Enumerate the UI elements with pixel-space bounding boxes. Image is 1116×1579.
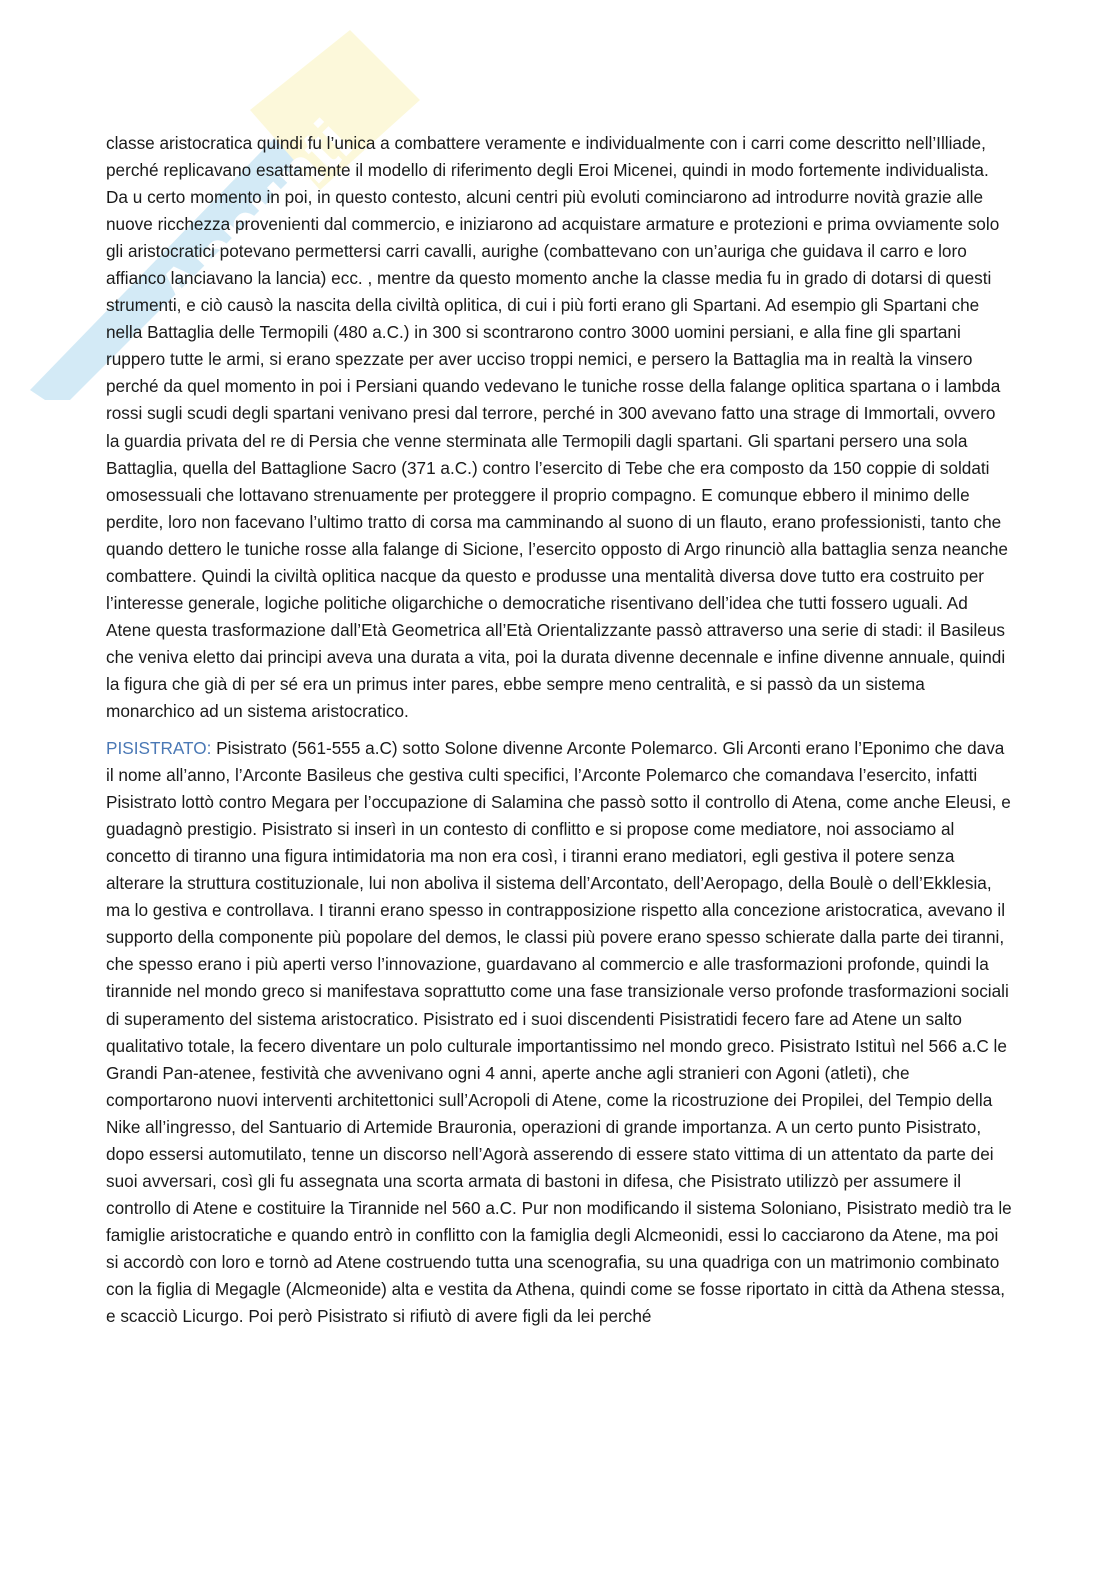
paragraph-1-text: classe aristocratica quindi fu l’unica a combattere veramente e individualmente con i carri come descritto nell’Illiade, perché replicavano esattamente il modello di riferimento degli Eroi Micenei, quindi in modo fortemente individualista. Da u certo momento in poi, in questo contesto, alcuni centri più evoluti cominciarono ad introdurre novità grazie alle nuove ricchezza provenienti dal commercio, e iniziarono ad acquistare armature e protezioni e prima ovviamente solo gli aristocratici potevano permettersi carri cavalli, aurighe (combattevano con un’auriga che guidava il carro e loro affianco lanciavano la lancia) ecc. , mentre da questo momento anche la classe media fu in grado di dotarsi di questi strumenti, e ciò causò la nascita della civiltà oplitica, di cui i più forti erano gli Spartani. Ad esempio gli Spartani che nella Battaglia delle Termopili (480 a.C.) in 300 si scontrarono contro 3000 uomini persiani, e alla fine gli spartani ruppero tutte le armi, si erano spezzate per aver ucciso troppi nemici, e persero la Battaglia ma in realtà la vinsero perché da quel momento in poi i Persiani quando vedevano le tuniche rosse della falange oplitica spartana o i lambda rossi sugli scudi degli spartani venivano presi dal terrore, perché in 300 avevano fatto una strage di Immortali, ovvero la guardia privata del re di Persia che venne sterminata alle Termopili dagli spartani. Gli spartani persero una sola Battaglia, quella del Battaglione Sacro (371 a.C.) contro l’esercito di Tebe che era composto da 150 coppie di soldati omosessuali che lottavano strenuamente per proteggere il proprio compagno. E comunque ebbero il minimo delle perdite, loro non facevano l’ultimo tratto di corsa ma camminando al suono di un flauto, erano professionisti, tanto che quando dettero le tuniche rosse alla falange di Sicione, l’esercito opposto di Argo rinunciò alla battaglia senza neanche combattere. Quindi la civiltà oplitica nacque da questo e produsse una mentalità diversa dove tutto era costruito per l’interesse generale, logiche politiche oligarchiche o democratiche risentivano dell’idea che tutti fossero uguali. Ad Atene questa trasformazione dall’Età Geometrica all’Età Orientalizzante passò attraverso una serie di stadi: il Basileus che veniva eletto dai principi aveva una durata a vita, poi la durata divenne decennale e infine divenne annuale, quindi la figura che già di per sé era un primus inter pares, ebbe sempre meno centralità, e si passò da un sistema monarchico ad un sistema aristocratico.: [106, 133, 1008, 721]
document-page: [106, 130, 1012, 1330]
paragraph-2-text: Pisistrato (561-555 a.C) sotto Solone divenne Arconte Polemarco. Gli Arconti erano l’Eponimo che dava il nome all’anno, l’Arconte Basileus che gestiva culti specifici, l’Arconte Polemarco che comandava l’esercito, infatti Pisistrato lottò contro Megara per l’occupazione di Salamina che passò sotto il controllo di Atena, come anche Eleusi, e guadagnò prestigio. Pisistrato si inserì in un contesto di conflitto e si propose come mediatore, noi associamo al concetto di tiranno una figura intimidatoria ma non era così, i tiranni erano mediatori, egli gestiva il potere senza alterare la struttura costituzionale, lui non aboliva il sistema dell’Arcontato, dell’Aeropago, della Boulè o dell’Ekklesia, ma lo gestiva e controllava. I tiranni erano spesso in contrapposizione rispetto alla concezione aristocratica, avevano il supporto della componente più popolare del demos, le classi più povere erano spesso schierate dalla parte dei tiranni, che spesso erano i più aperti verso l’innovazione, guardavano al commercio e alle trasformazioni profonde, quindi la tirannide nel mondo greco si manifestava soprattutto come una fase transizionale verso profonde trasformazioni sociali di superamento del sistema aristocratico. Pisistrato ed i suoi discendenti Pisistratidi fecero fare ad Atene un salto qualitativo totale, la fecero diventare un polo culturale importantissimo nel mondo greco. Pisistrato Istituì nel 566 a.C le Grandi Pan-atenee, festività che avvenivano ogni 4 anni, aperte anche agli stranieri con Agoni (atleti), che comportarono nuovi interventi architettonici sull’Acropoli di Atene, come la ricostruzione dei Propilei, del Tempio della Nike all’ingresso, del Santuario di Artemide Brauronia, operazioni di grande importanza. A un certo punto Pisistrato, dopo essersi automutilato, tenne un discorso nell’Agorà asserendo di essere stato vittima di un attentato da parte dei suoi avversari, così gli fu assegnata una scorta armata di bastoni in difesa, che Pisistrato utilizzò per assumere il controllo di Atene e costituire la Tirannide nel 560 a.C. Pur non modificando il sistema Soloniano, Pisistrato mediò tra le famiglie aristocratiche e quando entrò in conflitto con la famiglia degli Alcmeonidi, essi lo cacciarono da Atene, ma poi si accordò con loro e tornò ad Atene costruendo tutta una scenografia, su una quadriga con un matrimonio combinato con la figlia di Megagle (Alcmeonide) alta e vestita da Athena, quindi come se fosse riportato in città da Athena stessa, e scacciò Licurgo. Poi però Pisistrato si rifiutò di avere figli da lei perché: [106, 738, 1012, 1327]
paragraph-2: [106, 735, 1012, 1330]
paragraph-1: [106, 130, 1012, 725]
section-heading-pisistrato: PISISTRATO:: [106, 738, 212, 759]
watermark-text: Appunti: [143, 105, 366, 328]
